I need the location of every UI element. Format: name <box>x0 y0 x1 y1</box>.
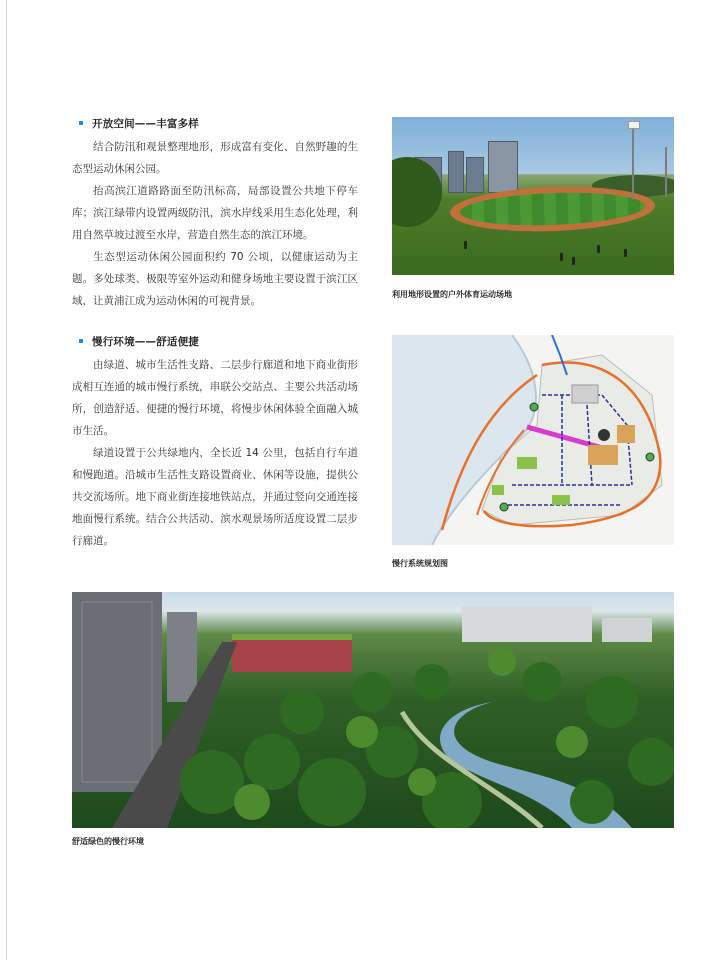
figure-caption: 慢行系统规划图 <box>392 559 448 568</box>
building <box>448 151 464 193</box>
sports-field-photo <box>392 117 674 275</box>
person <box>597 245 600 253</box>
person <box>464 241 467 249</box>
paragraph: 结合防汛和观景整理地形，形成富有变化、自然野趣的生态型运动休闲公园。 <box>72 141 358 175</box>
person <box>624 249 627 257</box>
building <box>488 141 518 193</box>
paragraph: 由绿道、城市生活性支路、二层步行廊道和地下商业街形成相互连通的城市慢行系统，串联公交站点、主要公共活动场所，创造舒适、便捷的慢行环境，将慢步休闲体验全面融入城市生活。 <box>72 359 358 437</box>
paragraph: 生态型运动休闲公园面积约 70 公顷，以健康运动为主题。多处球类、极限等室外运动和健身场地主要设置于滨江区域，让黄浦江成为运动休闲的可视背景。 <box>72 251 358 307</box>
light-pole <box>665 147 667 197</box>
paragraph: 绿道设置于公共绿地内，全长近 14 公里，包括自行车道和慢跑道。沿城市生活性支路设置商业、休闲等设施，提供公共交流场所。地下商业街连接地铁站点，并通过竖向交通连接地面慢行系统。结合公共活动、滨水观景场所适度设置二层步行廊道。 <box>72 447 358 547</box>
figure-caption: 利用地形设置的户外体育运动场地 <box>392 290 512 299</box>
park-render <box>72 592 674 828</box>
heading-text: 慢行环境——舒适便捷 <box>92 335 199 348</box>
bullet-square-icon <box>79 339 83 343</box>
person <box>572 257 575 265</box>
light-pole <box>632 127 634 199</box>
person <box>560 253 563 261</box>
floodlight-icon <box>628 121 640 129</box>
figure-caption: 舒适绿色的慢行环境 <box>72 837 144 846</box>
park-graphic <box>72 592 674 828</box>
section-slow-traffic <box>72 332 358 552</box>
heading-text: 开放空间——丰富多样 <box>92 117 199 130</box>
section-open-space <box>72 114 358 312</box>
map-graphic <box>392 335 674 545</box>
paragraph: 抬高滨江道路路面至防汛标高，局部设置公共地下停车库；滨江绿带内设置两级防汛，滨水岸线采用生态化处理，利用自然草坡过渡至水岸，营造自然生态的滨江环境。 <box>72 185 358 241</box>
bullet-square-icon <box>79 121 83 125</box>
section-heading <box>72 114 358 132</box>
building <box>466 157 484 193</box>
page-edge-line <box>6 0 7 960</box>
planning-map <box>392 335 674 545</box>
section-heading <box>72 332 358 350</box>
